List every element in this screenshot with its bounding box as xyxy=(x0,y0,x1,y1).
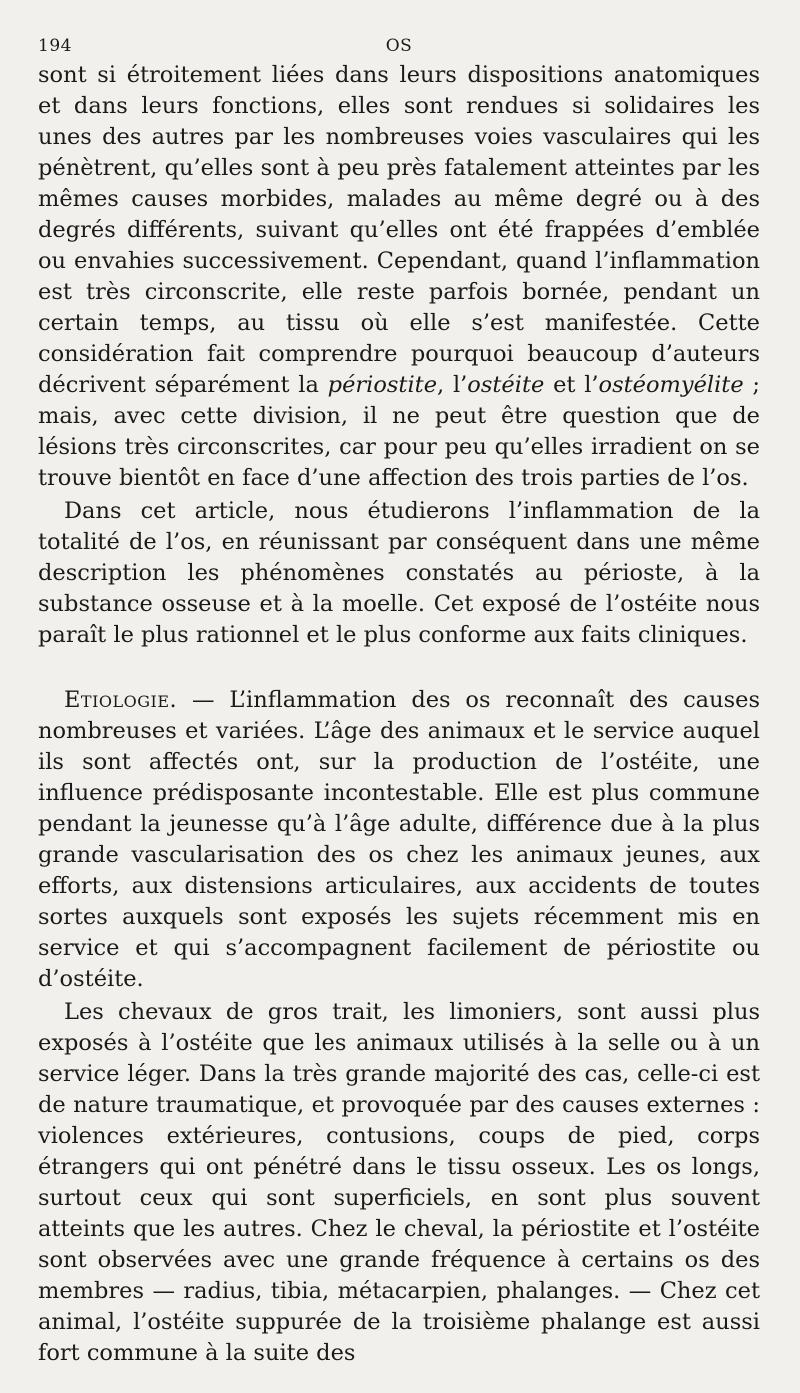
paragraph-intro xyxy=(38,60,760,494)
paragraph-article-scope: Dans cet article, nous étudierons l’inflammation de la totalité de l’os, en réunissant par conséquent dans une même description les phénomènes constatés au périoste, à la substance osseuse et à la moelle. Cet exposé de l’ostéite nous paraît le plus rationnel et le plus conforme aux faits cliniques. xyxy=(38,498,760,648)
page-number: 194 xyxy=(38,36,72,56)
section-heading-etiologie: Etiologie. xyxy=(64,687,178,713)
term-osteomyelite: ostéomyélite xyxy=(598,372,744,398)
paragraph-chevaux: Les chevaux de gros trait, les limoniers, sont aussi plus exposés à l’ostéite que les animaux utilisés à la selle ou à un service léger. Dans la très grande majorité des cas, celle-ci est de nature traumatique, et provoquée par des causes externes : violences extérieures, contusions, coups de pied, corps étrangers qui ont pénétré dans le tissu osseux. Les os longs, surtout ceux qui sont superficiels, en sont plus souvent atteints que les autres. Chez le cheval, la périostite et l’ostéite sont observées avec une grande fréquence à certains os des membres — radius, tibia, métacarpien, phalanges. — Chez cet animal, l’ostéite suppurée de la troisième phalange est aussi fort commune à la suite des xyxy=(38,999,760,1366)
paragraph-text: sont si étroitement liées dans leurs dispositions anatomiques et dans leurs fonctions, elles sont rendues si solidaires les unes des autres par les nombreuses voies vasculaires qui les pénètrent, qu’elles sont à peu près fatalement atteintes par les mêmes causes morbides, malades au même degré ou à des degrés différents, suivant qu’elles ont été frappées d’emblée ou envahies successivement. Cependant, quand l’inflammation est très circonscrite, elle reste parfois bornée, pendant un certain temps, au tissu où elle s’est manifestée. Cette considération fait comprendre pourquoi beaucoup d’auteurs décrivent séparément la xyxy=(38,62,760,398)
term-separator: , l’ xyxy=(437,372,468,398)
running-head xyxy=(38,30,760,60)
running-title: OS xyxy=(385,36,413,56)
book-page xyxy=(38,30,760,1369)
term-osteite: ostéite xyxy=(467,372,545,398)
paragraph-text: — L’inflammation des os reconnaît des causes nombreuses et variées. L’âge des animaux et le service auquel ils sont affectés ont, sur la production de l’ostéite, une influence prédisposante incontestable. Elle est plus commune pendant la jeunesse qu’à l’âge adulte, différence due à la plus grande vascularisation des os chez les animaux jeunes, aux efforts, aux distensions articulaires, aux accidents de toutes sortes auxquels sont exposés les sujets récemment mis en service et qui s’accompagnent facilement de périostite ou d’ostéite. xyxy=(38,687,760,992)
paragraph-etiologie xyxy=(38,685,760,995)
term-separator: et l’ xyxy=(544,372,599,398)
term-periostite: périostite xyxy=(327,372,438,398)
paragraph-text: ; mais, avec cette division, il ne peut être question que de lésions très circonscrites, car pour peu qu’elles irradient on se trouve bientôt en face d’une affection des trois parties de l’os. xyxy=(38,372,760,491)
